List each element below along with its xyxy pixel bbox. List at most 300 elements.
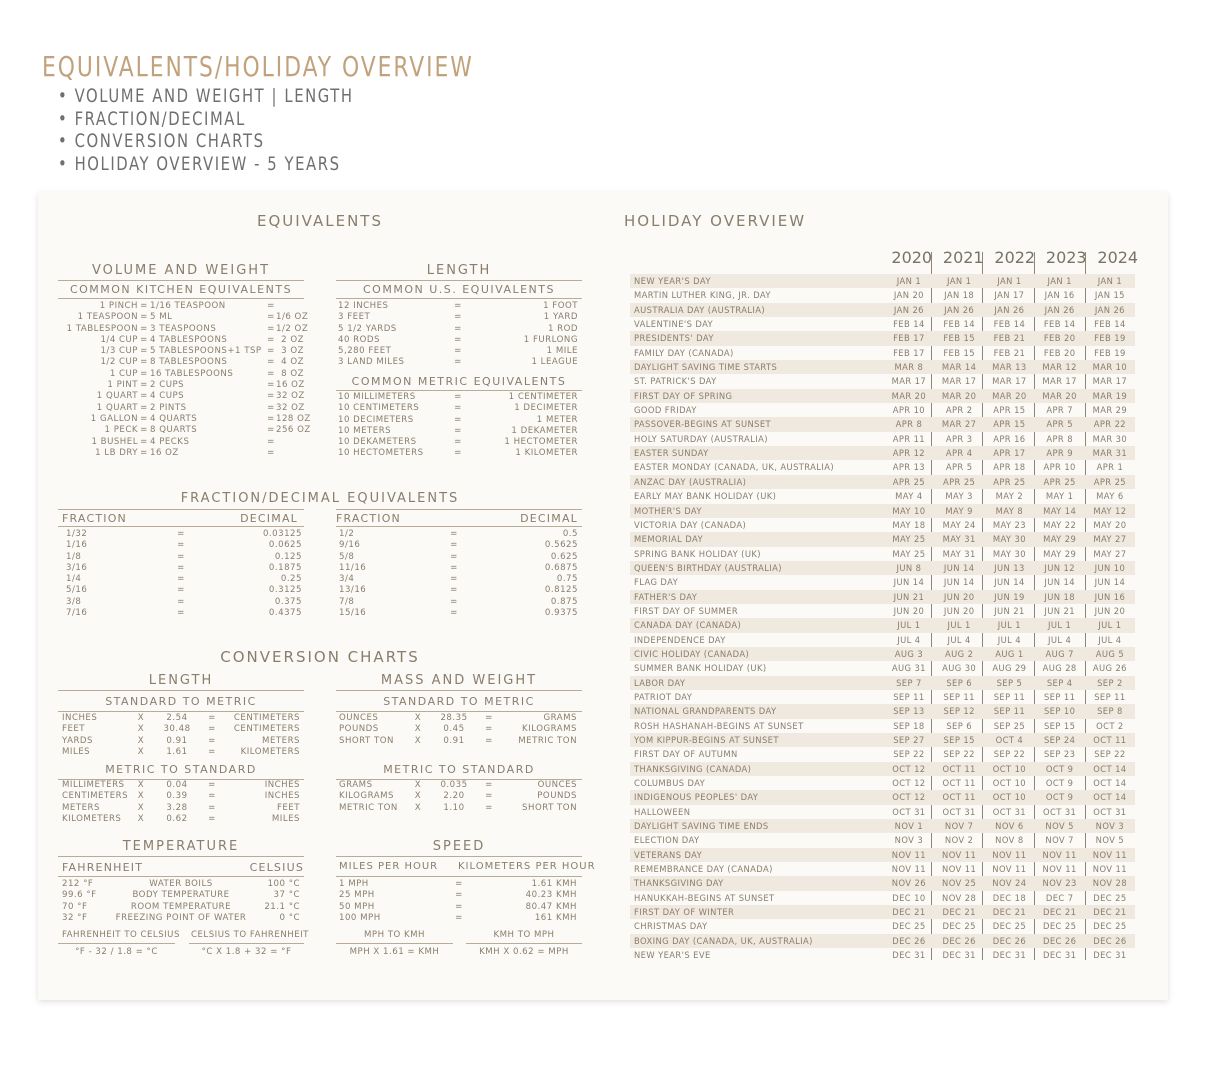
table-cell: X [137,713,145,723]
table-cell: 0.75 [556,574,578,585]
divider [58,856,304,857]
table-cell: 0.91 [443,735,465,746]
table-cell: = [208,746,216,757]
table-cell: X [137,746,145,757]
c2f-formula: °C X 1.8 + 32 = °F [201,947,292,957]
table-cell: = [455,912,463,923]
holiday-date: JAN 1 [1047,276,1072,286]
holiday-date: APR 25 [892,476,926,487]
holiday-date: DEC 18 [992,892,1027,903]
table-cell: = [267,334,275,345]
holiday-date: JUN 14 [994,577,1025,588]
holiday-date: AUG 26 [1092,663,1127,674]
length-s2m-title: STANDARD TO METRIC [105,695,257,708]
table-row [58,369,304,380]
holiday-row [630,848,1135,862]
holiday-date: NOV 11 [1042,849,1077,860]
table-cell: = [208,791,216,802]
table-cell: KILOGRAMS [522,724,577,735]
table-cell: X [137,791,145,802]
holiday-date: SEP 24 [1043,735,1076,745]
holiday-name: REMEMBRANCE DAY (CANADA) [634,864,773,875]
holiday-date: MAY 24 [942,519,976,530]
table-cell: = [455,901,463,912]
table-cell: 256 OZ [276,425,311,436]
holiday-date: MAR 17 [992,376,1027,387]
table-cell: 1 KILOMETER [515,448,578,459]
table-cell: 1.61 KMH [531,879,577,889]
holiday-row [630,590,1135,604]
holiday-date: JUN 21 [994,605,1025,616]
holiday-date: NOV 7 [944,821,974,832]
table-cell: FREEZING POINT OF WATER [115,912,247,923]
holiday-date: MAR 29 [1092,405,1128,416]
holiday-date: MAY 29 [1043,534,1077,545]
table-cell: FEET [62,724,86,735]
table-cell: = [177,608,185,619]
table-cell: = [454,301,462,311]
table-cell: = [267,402,275,413]
table-row [339,803,577,814]
table-row [62,747,300,758]
holiday-date: OCT 31 [942,806,976,817]
holiday-date: MAY 18 [892,519,926,530]
holiday-date: DEC 7 [1045,892,1074,903]
holiday-date: NOV 5 [1095,835,1125,846]
table-cell: 0.39 [166,791,188,802]
table-cell: 2 PINTS [150,402,187,413]
holiday-date: MAY 30 [992,534,1026,545]
holiday-date: NOV 11 [891,849,926,860]
holiday-name: VALENTINE'S DAY [634,319,714,330]
holiday-row [630,303,1135,317]
holiday-date: JAN 26 [893,304,924,315]
table-cell: X [414,791,422,802]
holiday-name: CANADA DAY (CANADA) [634,620,742,631]
holiday-date: DEC 26 [892,935,926,946]
table-cell: 1 DEKAMETER [511,425,578,436]
holiday-date: JUN 10 [1094,562,1126,573]
holiday-row [630,948,1135,962]
holiday-date: JAN 1 [997,276,1022,286]
holiday-row [630,776,1135,790]
holiday-name: MOTHER'S DAY [634,505,702,516]
holiday-date: NOV 11 [992,849,1027,860]
table-cell: 10 METERS [338,425,392,436]
table-cell: 0.875 [550,596,578,607]
holiday-row [630,489,1135,503]
table-cell: 16 OZ [150,447,179,458]
table-cell: 5,280 FEET [338,346,392,357]
table-cell: 5/8 [339,551,355,562]
table-cell: CENTIMETERS [233,713,300,723]
table-row [66,540,302,551]
year-label: 2020 [891,248,933,267]
divider [58,298,304,299]
holiday-date: AUG 1 [995,648,1024,659]
table-row [339,791,577,802]
table-row [62,902,300,913]
holiday-date: MAY 27 [1093,548,1127,559]
holiday-name: SUMMER BANK HOLIDAY (UK) [634,663,767,674]
holiday-name: EASTER SUNDAY [634,448,709,459]
holiday-date: FEB 17 [893,333,925,344]
holiday-date: JUN 13 [994,562,1025,573]
table-cell: = [177,562,185,573]
holiday-date: JAN 26 [1044,304,1075,315]
holiday-date: NOV 28 [1092,878,1127,889]
table-cell: OUNCES [537,780,577,790]
table-cell: = [454,323,462,334]
holiday-date: JUN 14 [1094,577,1126,588]
holiday-date: DEC 26 [1042,935,1077,946]
holiday-row [630,891,1135,905]
table-cell: = [140,391,148,402]
table-row [58,380,304,391]
holiday-date: MAY 31 [942,548,976,559]
holiday-date: FEB 19 [1094,333,1126,344]
table-row [339,890,577,901]
holiday-date: SEP 7 [896,677,922,688]
table-cell: = [208,735,216,746]
holiday-row [630,604,1135,618]
holiday-row [630,561,1135,575]
table-cell: 1 PINCH [99,301,138,311]
table-cell: X [414,735,422,746]
volume-title: VOLUME AND WEIGHT [91,263,271,278]
holiday-name: CIVIC HOLIDAY (CANADA) [634,648,750,659]
holiday-date: JUL 1 [1098,620,1122,631]
divider [336,509,582,510]
holiday-row [630,704,1135,718]
holiday-name: INDIGENOUS PEOPLES' DAY [634,792,759,803]
table-cell: = [454,437,462,448]
table-cell: 3.28 [166,802,188,813]
holiday-row [630,374,1135,388]
holiday-date: OCT 31 [1093,806,1127,817]
table-cell: = [267,425,275,436]
feature-item: • FRACTION/DECIMAL [58,108,477,131]
table-cell: 1/16 TEASPOON [150,301,226,311]
holiday-date: NOV 3 [894,835,924,846]
table-cell: = [485,735,493,746]
holiday-name: ANZAC DAY (AUSTRALIA) [634,476,747,487]
table-cell: 1 METER [536,414,578,425]
holiday-row [630,360,1135,374]
holiday-row [630,661,1135,675]
table-row [339,780,577,791]
holiday-date: APR 15 [993,405,1026,416]
table-cell: 30.48 [163,724,191,735]
table-row [338,335,578,346]
table-cell [276,301,304,312]
holiday-date: SEP 18 [893,720,925,731]
holiday-date: JUN 20 [1094,605,1126,616]
holiday-date: FEB 21 [993,347,1026,358]
holiday-date: SEP 27 [893,735,925,745]
table-row [338,448,578,459]
holiday-date: APR 13 [892,462,926,473]
table-cell: 212 °F [62,879,94,889]
table-cell: = [267,312,275,323]
holiday-date: SEP 8 [1097,706,1123,717]
table-cell: 1/4 CUP [100,334,138,345]
table-cell: 100 MPH [339,912,381,923]
table-cell: 5 1/2 YARDS [338,323,397,334]
holiday-row [630,819,1135,833]
table-cell: 0.9375 [544,608,578,619]
table-cell: 0.0625 [268,540,302,551]
table-cell: 8 TABLESPOONS [150,357,228,368]
holiday-date: APR 25 [993,476,1026,487]
holiday-row [630,532,1135,546]
page-header [42,50,596,175]
holiday-name: INDEPENDENCE DAY [634,634,726,645]
table-cell: = [267,447,275,458]
holiday-date: JUN 21 [893,591,925,602]
table-cell: 1/2 [339,529,355,539]
holiday-date: FEB 14 [943,319,975,330]
holiday-date: DEC 10 [892,892,926,903]
holiday-row [630,934,1135,948]
holiday-date: OCT 12 [892,778,926,789]
holiday-date: SEP 11 [993,706,1026,717]
table-cell: 0.125 [274,551,302,562]
holiday-name: FIRST DAY OF SUMMER [634,605,739,616]
table-cell: CENTIMETERS [62,791,129,802]
table-cell: X [137,813,145,824]
holiday-date: MAY 9 [945,505,973,516]
table-cell: METERS [62,802,100,813]
holiday-name: NEW YEAR'S DAY [634,276,711,286]
table-cell: = [267,323,275,334]
holiday-date: APR 15 [993,419,1026,430]
holiday-date: APR 16 [993,433,1026,444]
table-row [339,597,578,608]
table-cell: 1 HECTOMETER [504,437,578,448]
holiday-date: OCT 31 [992,806,1027,817]
equivalents-sheet [38,192,1168,1000]
table-cell: X [414,724,422,735]
holiday-date: OCT 14 [1093,792,1127,803]
table-row [62,803,300,814]
holiday-date: MAY 14 [1043,505,1077,516]
table-cell: 4 OZ [281,357,304,368]
holiday-date: AUG 29 [992,663,1027,674]
table-cell: 1 MILE [546,346,578,357]
holiday-name: NEW YEAR'S EVE [634,950,711,961]
table-cell: 1 TEASPOON [77,312,138,323]
k2m-formula: KMH X 0.62 = MPH [479,947,569,957]
holiday-row [630,690,1135,704]
table-row [58,448,304,459]
holiday-row [630,460,1135,474]
table-cell: = [177,551,185,562]
holiday-date: SEP 11 [993,691,1026,702]
holiday-date: FEB 14 [1043,319,1076,330]
table-row [58,437,304,448]
holiday-date: DEC 31 [992,950,1027,961]
temperature-title: TEMPERATURE [122,839,240,854]
table-cell: = [455,879,463,889]
table-row [58,391,304,402]
table-cell: POUNDS [537,791,577,802]
holiday-date: NOV 25 [942,878,977,889]
table-cell: 40 RODS [338,334,380,345]
holiday-row [630,274,1135,288]
table-cell: 32 OZ [276,402,305,413]
holiday-name: PRESIDENTS' DAY [634,333,714,344]
holiday-date: FEB 20 [1043,347,1076,358]
holiday-row [630,833,1135,847]
holiday-date: SEP 25 [993,720,1026,731]
holiday-date: APR 4 [945,448,973,459]
holiday-name: MARTIN LUTHER KING, JR. DAY [634,290,771,301]
table-cell: METRIC TON [339,802,398,813]
table-cell: 1 ROD [547,323,578,334]
table-row [62,724,300,735]
holiday-name: EASTER MONDAY (CANADA, UK, AUSTRALIA) [634,462,835,473]
table-cell: = [208,813,216,824]
table-cell: 2.20 [443,791,465,802]
holiday-date: JAN 15 [1094,290,1125,301]
table-cell: X [414,713,422,723]
divider [336,690,582,691]
table-row [339,540,578,551]
holiday-date: SEP 22 [993,749,1026,760]
table-cell: 3/8 [66,596,82,607]
table-cell: = [485,713,493,723]
holiday-date: NOV 11 [1092,849,1127,860]
table-row [62,890,300,901]
mass-s2m-table [339,713,577,747]
holiday-date: APR 18 [993,462,1026,473]
holiday-date: SEP 13 [893,706,925,717]
holiday-date: NOV 11 [891,864,926,875]
table-cell: 11/16 [339,562,367,573]
table-row [66,552,302,563]
table-cell: 0.1875 [268,562,302,573]
mph-col-label: MILES PER HOUR [339,861,439,872]
holiday-date: JUN 12 [1044,562,1075,573]
table-cell: 99.6 °F [62,890,97,901]
holiday-date: JUN 8 [896,562,922,573]
holiday-row [630,389,1135,403]
divider [466,943,582,944]
holiday-date: SEP 22 [943,749,975,760]
holiday-date: OCT 14 [1093,778,1127,789]
table-cell: 10 DECIMETERS [338,414,414,425]
holiday-row [630,805,1135,819]
year-label: 2023 [1045,248,1087,267]
table-row [58,346,304,357]
holiday-date: FEB 19 [1094,347,1126,358]
holiday-name: FIRST DAY OF WINTER [634,907,735,918]
length-s2m-table [62,713,300,758]
holiday-name: VICTORIA DAY (CANADA) [634,519,747,530]
table-cell: WATER BOILS [149,879,213,889]
fraction-table-left [66,529,302,619]
holiday-date: MAR 12 [1042,362,1077,373]
table-cell: 1/4 [66,574,82,585]
table-cell: = [140,312,148,323]
table-cell: GRAMS [339,780,373,790]
table-cell: MILES [62,746,91,757]
holiday-date: MAY 10 [892,505,926,516]
table-cell: 1/6 OZ [276,312,309,323]
holiday-row [630,518,1135,532]
table-cell: 3 TEASPOONS [150,323,217,334]
holiday-row [630,647,1135,661]
holiday-row [630,919,1135,933]
holiday-date: NOV 2 [944,835,974,846]
table-cell: 1 FOOT [543,301,578,311]
holiday-date: JUN 20 [943,605,975,616]
holiday-date: OCT 10 [992,763,1027,774]
holiday-row [630,504,1135,518]
holiday-date: FEB 14 [993,319,1026,330]
holiday-date: DEC 26 [1093,935,1127,946]
holiday-date: MAR 17 [1042,376,1077,387]
holiday-date: MAR 20 [891,390,927,401]
holiday-date: SEP 15 [1043,720,1076,731]
table-cell: 1 CUP [109,368,138,379]
table-cell: 128 OZ [276,413,311,424]
holiday-date: APR 2 [945,405,973,416]
holiday-date: DEC 21 [1093,907,1127,918]
table-cell: X [137,724,145,735]
holiday-name: LABOR DAY [634,677,686,688]
table-cell: = [454,403,462,414]
table-cell: 10 HECTOMETERS [338,448,424,459]
table-cell: = [485,802,493,813]
table-cell: 70 °F [62,901,88,912]
holiday-row [630,762,1135,776]
table-cell: X [414,780,422,790]
table-cell: METRIC TON [518,735,577,746]
holiday-row [630,432,1135,446]
table-cell: = [454,414,462,425]
holiday-date: MAY 27 [1093,534,1127,545]
holiday-date: JUN 14 [1044,577,1075,588]
table-cell: = [140,436,148,447]
holiday-date: OCT 10 [992,778,1027,789]
table-cell: 4 QUARTS [150,413,198,424]
holiday-row [630,547,1135,561]
table-cell: = [267,357,275,368]
table-row [58,413,311,425]
table-cell: = [140,301,148,311]
table-cell: 40.23 KMH [525,890,577,901]
table-cell: = [450,540,458,551]
holiday-date: APR 25 [942,476,976,487]
table-cell: = [450,529,458,539]
fraction-col-label: FRACTION [336,512,401,525]
table-cell: ROOM TEMPERATURE [130,901,232,912]
table-row [338,392,578,403]
holiday-date: APR 10 [1043,462,1076,473]
table-cell: 32 OZ [276,391,305,402]
holiday-date: APR 5 [1046,419,1073,430]
holiday-name: DAYLIGHT SAVING TIME STARTS [634,362,778,373]
table-cell: 0.04 [166,780,188,790]
holiday-date: SEP 23 [1043,749,1076,760]
holiday-date: DEC 21 [992,907,1027,918]
table-cell: 3/4 [339,574,355,585]
holiday-date: DEC 31 [1093,950,1127,961]
table-row [62,736,300,747]
divider [336,298,582,299]
